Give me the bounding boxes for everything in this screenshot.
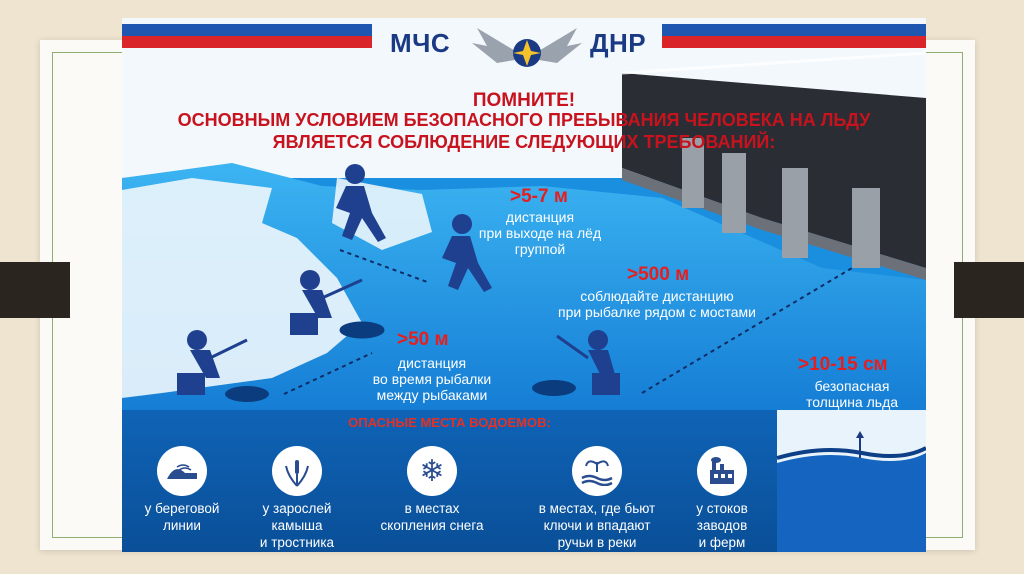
right-clip — [954, 262, 1024, 318]
spring-fountain-icon — [572, 446, 622, 496]
desc-line: дистанция — [397, 355, 467, 371]
danger-label-line: ключи и впадают — [543, 518, 651, 533]
danger-item-snow — [372, 446, 492, 534]
danger-label-line: и ферм — [698, 535, 746, 550]
desc-line: между рыбаками — [376, 387, 488, 403]
danger-label-line: ручьи в реки — [557, 535, 637, 550]
desc-line: соблюдайте дистанцию — [580, 288, 734, 304]
danger-label-line: у зарослей — [262, 501, 332, 516]
desc-line: при выходе на лёд — [478, 225, 602, 241]
danger-label-line: линии — [163, 518, 201, 533]
left-clip — [0, 262, 70, 318]
eagle-emblem-icon — [467, 18, 587, 80]
bridge-distance-desc — [527, 288, 787, 320]
header-right-label: ДНР — [590, 28, 647, 58]
bridge-distance-value: >500 м — [627, 264, 690, 285]
ice-thickness-value: >10-15 см — [798, 354, 888, 375]
danger-item-springs — [522, 446, 672, 551]
group-distance-desc — [470, 209, 610, 257]
ice-thickness-desc — [787, 378, 917, 410]
title-line-2: ОСНОВНЫМ УСЛОВИЕМ БЕЗОПАСНОГО ПРЕБЫВАНИЯ ЧЕЛОВЕКА НА ЛЬДУ — [177, 110, 871, 130]
snowflake-icon: ❄ — [407, 446, 457, 496]
reeds-icon — [272, 446, 322, 496]
fisher-distance-desc — [367, 355, 497, 403]
danger-label-line: в местах, где бьют — [538, 501, 656, 516]
title-line-1: ПОМНИТЕ! — [472, 90, 576, 111]
dangers-title: ОПАСНЫЕ МЕСТА ВОДОЕМОВ: — [348, 415, 551, 430]
danger-label-line: заводов — [696, 518, 748, 533]
danger-item-reeds — [237, 446, 357, 551]
danger-label-line: и тростника — [259, 535, 335, 550]
danger-label-line: у береговой — [144, 501, 220, 516]
desc-line: безопасная — [814, 378, 890, 394]
desc-line: при рыбалке рядом с мостами — [557, 304, 756, 320]
shoreline-icon — [157, 446, 207, 496]
title-line-3: ЯВЛЯЕТСЯ СОБЛЮДЕНИЕ СЛЕДУЮЩИХ ТРЕБОВАНИЙ: — [272, 132, 776, 152]
desc-line: дистанция — [505, 209, 575, 225]
desc-line: группой — [514, 241, 566, 257]
danger-label-line: в местах — [404, 501, 460, 516]
ice-safety-poster — [122, 18, 926, 552]
fisher-distance-value: >50 м — [397, 329, 449, 350]
danger-item-factory — [662, 446, 782, 551]
group-distance-value: >5-7 м — [510, 186, 568, 207]
desc-line: во время рыбалки — [372, 371, 492, 387]
danger-label-line: у стоков — [696, 501, 748, 516]
header-left-label: МЧС — [390, 28, 451, 58]
danger-label-line: скопления снега — [380, 518, 484, 533]
danger-item-shore — [122, 446, 242, 534]
desc-line: толщина льда — [805, 394, 899, 410]
factory-icon — [697, 446, 747, 496]
danger-label-line: камыша — [271, 518, 323, 533]
